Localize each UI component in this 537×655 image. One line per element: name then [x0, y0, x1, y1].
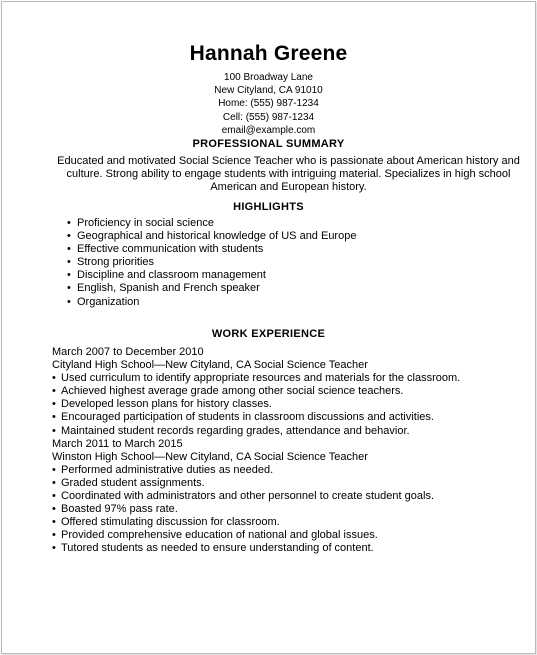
- candidate-name: Hannah Greene: [189, 42, 348, 65]
- job-employer: Cityland High School—New Cityland, CA Social Science Teacher: [52, 359, 368, 372]
- email: email@example.com: [221, 124, 316, 136]
- summary-text: Educated and motivated Social Science Teacher who is passionate about American history and culture. Strong ability to engage students with intriguing material. Specializes in high school American and European history.: [57, 155, 520, 193]
- address-line-2: New Cityland, CA 91010: [214, 85, 323, 97]
- duty-item: • Used curriculum to identify appropriate resources and materials for the classroom.: [52, 372, 512, 385]
- work-heading: WORK EXPERIENCE: [211, 328, 326, 340]
- highlight-item: • English, Spanish and French speaker: [67, 282, 487, 295]
- home-phone: Home: (555) 987-1234: [218, 98, 319, 110]
- job-employer: Winston High School—New Cityland, CA Social Science Teacher: [52, 450, 368, 463]
- job-duties: [52, 464, 512, 556]
- duty-item: • Performed administrative duties as needed.: [52, 464, 512, 477]
- duty-item: • Maintained student records regarding grades, attendance and behavior.: [52, 425, 512, 438]
- job-dates: March 2011 to March 2015: [52, 437, 183, 450]
- resume-page: [1, 1, 536, 654]
- duty-item: • Coordinated with administrators and other personnel to create student goals.: [52, 490, 512, 503]
- duty-item: • Encouraged participation of students in classroom discussions and activities.: [52, 411, 512, 424]
- highlight-item: • Proficiency in social science: [67, 217, 487, 230]
- duty-item: • Achieved highest average grade among other social science teachers.: [52, 385, 512, 398]
- summary-heading: PROFESSIONAL SUMMARY: [192, 138, 345, 150]
- highlight-item: • Discipline and classroom management: [67, 269, 487, 282]
- highlights-heading: HIGHLIGHTS: [233, 201, 304, 213]
- highlight-item: • Strong priorities: [67, 256, 487, 269]
- cell-phone: Cell: (555) 987-1234: [222, 111, 315, 123]
- work-experience: [52, 346, 512, 556]
- highlights-list: [67, 217, 487, 309]
- job-dates: March 2007 to December 2010: [52, 346, 204, 358]
- address-line-1: 100 Broadway Lane: [224, 72, 313, 83]
- duty-item: • Offered stimulating discussion for classroom.: [52, 516, 512, 529]
- highlight-item: • Geographical and historical knowledge of US and Europe: [67, 230, 487, 243]
- duty-item: • Tutored students as needed to ensure understanding of content.: [52, 542, 512, 555]
- duty-item: • Provided comprehensive education of national and global issues.: [52, 529, 512, 542]
- contact-block: [2, 71, 535, 137]
- duty-item: • Graded student assignments.: [52, 477, 512, 490]
- highlight-item: • Effective communication with students: [67, 243, 487, 256]
- highlight-item: • Organization: [67, 296, 487, 309]
- duty-item: • Developed lesson plans for history classes.: [52, 398, 512, 411]
- duty-item: • Boasted 97% pass rate.: [52, 503, 512, 516]
- job-duties: [52, 372, 512, 437]
